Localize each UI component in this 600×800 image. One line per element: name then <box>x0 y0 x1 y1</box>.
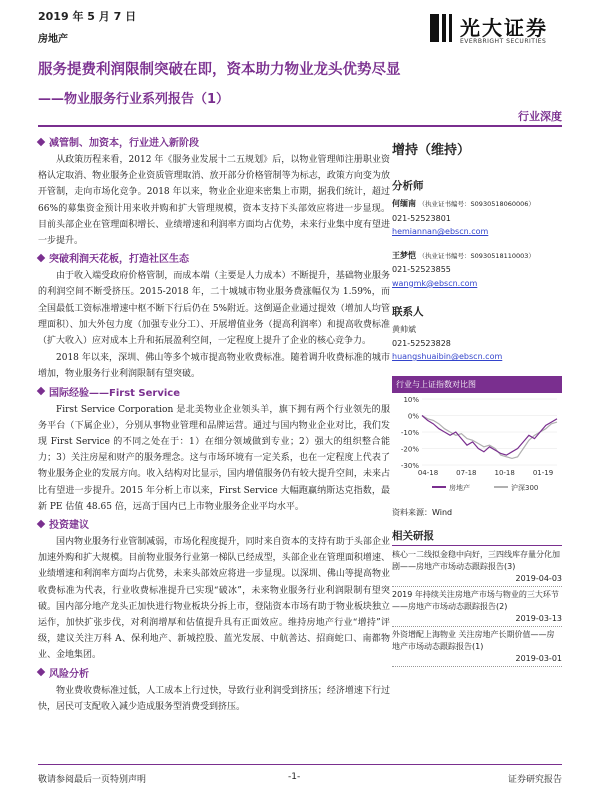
legend-label: 房地产 <box>449 483 470 492</box>
section-heading: 风险分析 <box>38 665 390 680</box>
header-divider <box>38 125 562 127</box>
company-logo <box>428 10 588 50</box>
report-title: 服务提费利润限制突破在即，资本助力物业龙头优势尽显 <box>38 62 401 78</box>
contact-phone: 021-52523828 <box>392 338 451 348</box>
related-date: 2019-03-01 <box>392 653 562 667</box>
section-paragraph: 2018 年以来，深圳、佛山等多个城市提高物业收费标准。随着调升收费标准的城市增加，物业服务行业利润限制有望突破。 <box>38 353 390 380</box>
report-subtitle: ——物业服务行业系列报告（1） <box>38 92 230 107</box>
contact-email-link[interactable]: huangshuaibin@ebscn.com <box>392 352 503 361</box>
contact-card <box>392 323 562 364</box>
diamond-bullet-icon <box>37 668 45 676</box>
chart-container <box>392 376 562 518</box>
related-item[interactable] <box>392 549 562 587</box>
analyst-cert: （执业证书编号：S0930518110003） <box>418 251 535 260</box>
logo-subtext: EVERBRIGHT SECURITIES <box>460 38 547 45</box>
diamond-bullet-icon <box>37 253 45 261</box>
related-title[interactable]: 外资增配上海物业 关注房地产长期价值——房地产市场动态跟踪报告(1) <box>392 629 555 651</box>
related-item[interactable] <box>392 629 562 667</box>
diamond-bullet-icon <box>37 137 45 145</box>
analysts-heading: 分析师 <box>392 180 424 192</box>
section-heading: 国际经验——First Service <box>38 384 390 399</box>
x-tick-label: 07-18 <box>456 468 477 477</box>
diamond-bullet-icon <box>37 387 45 395</box>
legend-label: 沪深300 <box>511 483 539 492</box>
footer-divider <box>38 764 562 765</box>
series-line <box>422 415 557 458</box>
section-heading: 突破利润天花板，打造社区生态 <box>38 250 390 265</box>
related-list <box>392 545 562 667</box>
related-date: 2019-03-13 <box>392 613 562 627</box>
y-tick-label: -30% <box>400 461 419 470</box>
section-heading: 投资建议 <box>38 516 390 531</box>
related-date: 2019-04-03 <box>392 573 562 587</box>
logo-mark-icon <box>428 10 456 46</box>
contact-heading: 联系人 <box>392 306 424 318</box>
y-tick-label: 0% <box>407 412 419 420</box>
analyst-phone: 021-52523855 <box>392 265 451 274</box>
section-paragraph: 国内物业服务行业管制减弱，市场化程度提升，同时来自资本的支持有助于头部企业加速外购和扩大规模。目前物业服务行业第一梯队已经成型，头部企业在管理面积增速、业绩增速和利润率方面均占优势，未来头部效应将进一步显现。以深圳、佛山等提高物业收费标准为代表，行业收费标准提升已实现“破冰”，未来物业服务行业利润限制有望突破。国内部分地产龙头正加快进行物业板块分拆上市，登陆资本市场有助于物业板块独立运作，加快扩张步伐，对利润增厚和估值提升具有正面效应。维持房地产行业“增持”评级，建议关注万科 A、保利地产、新城控股、蓝光发展、中航善达、招商蛇口、南都物业、金地集团。 <box>38 537 390 661</box>
y-tick-label: -10% <box>400 428 419 437</box>
related-item[interactable] <box>392 589 562 627</box>
page-number: -1- <box>288 772 301 782</box>
related-heading: 相关研报 <box>392 529 434 542</box>
logo-text: 光大证券 <box>460 16 548 40</box>
analyst-name: 王梦恺 <box>392 250 416 260</box>
analyst-card <box>392 249 562 291</box>
rating: 增持（维持） <box>392 143 471 158</box>
series-line <box>422 415 557 455</box>
related-title[interactable]: 2019 年持续关注房地产市场与物业的三大环节——房地产市场动态跟踪报告(2) <box>392 589 559 611</box>
report-type-tag: 行业深度 <box>518 110 562 123</box>
analyst-email-link[interactable]: wangmk@ebscn.com <box>392 278 478 288</box>
section-paragraph: 由于收入端受政府价格管制，而成本端（主要是人力成本）不断提升，基础物业服务的利润空间不断受挤压。2015-2018 年，二十城城市物业服务费涨幅仅为 1.59%，而全国最低工资标准增速中枢不断下行后仍在 5%附近。这倒逼企业通过提效（增加人均管理面积）、加大外包力度（加强专业分工）、开展增值业务（提高利润率）和提高收费标准（扩大收入）应对成本上升和拓展盈利空间，一定程度上提升了企业的核心竞争力。 <box>38 271 390 347</box>
analyst-phone: 021-52523801 <box>392 213 451 223</box>
sidebar <box>392 133 562 669</box>
x-tick-label: 04-18 <box>417 468 439 477</box>
analyst-email-link[interactable]: hemiannan@ebscn.com <box>392 227 489 236</box>
industry-vs-index-chart <box>392 393 562 501</box>
related-title[interactable]: 核心一二线拟金稳中向好，三四线库存量分化加剧——房地产市场动态跟踪报告(3) <box>392 549 560 571</box>
section-paragraph: 物业费收费标准过低，人工成本上行过快，导致行业利润受到挤压；经济增速下行过快，居民可支配收入减少造成服务型消费受到挤压。 <box>38 685 390 712</box>
chart-source: 资料来源：Wind <box>392 507 453 517</box>
x-tick-label: 10-18 <box>494 468 515 477</box>
y-tick-label: 10% <box>403 395 419 404</box>
diamond-bullet-icon <box>37 519 45 527</box>
analyst-name: 何缅南 <box>392 199 416 208</box>
report-body <box>38 133 390 716</box>
contact-name: 黄帅斌 <box>392 325 416 334</box>
report-sector: 房地产 <box>38 34 68 45</box>
chart-title: 行业与上证指数对比图 <box>392 376 562 393</box>
footer-disclaimer: 敬请参阅最后一页特别声明 <box>38 775 147 785</box>
x-tick-label: 01-19 <box>532 468 554 477</box>
section-paragraph: 从政策历程来看，2012 年《服务业发展十二五规划》后，以物业管理师注册职业资格认定取消、物业服务企业资质管理取消、放开部分价格管制等为标志，政策方向变为放开管制，走向市场化竞争。2018 年以来，物业企业迎来密集上市期，据我们统计，超过 66%的募集资金预计用来收并购和扩大管理规模，资本支持下头部效应将进一步显现。目前头部企业在管理面积增长、业绩增速和利润率方面均占优势，未来行业集中度有望进一步提升。 <box>38 155 390 247</box>
report-date: 2019 年 5 月 7 日 <box>38 10 137 23</box>
analyst-card <box>392 197 562 239</box>
analyst-cert: （执业证书编号：S0930518060006） <box>418 200 535 208</box>
section-paragraph: First Service Corporation 是北美物业企业领头羊，旗下拥有两个行业领先的服务平台（下属企业），分别从事物业管理和品牌运营。通过与国内物业企业对比，我们发现 First Service 的不同之处在于：1）在细分领域做到专业；2）强大的组织整合能力；3）关注房屋和财产的服务理念。这与市场环境有一定关系，也在一定程度上代表了物业服务企业的发展方向。收入结构对比显示，国内增值服务仍有较大提升空间，未来占比有望进一步提升。2015 年分析上市以来，First Service 大幅跑赢纳斯达克指数，最新 PE 估值 48.65 倍，远高于国内已上市物业服务企业平均水平。 <box>38 404 390 512</box>
footer-brand: 证券研究报告 <box>507 775 562 785</box>
y-tick-label: -20% <box>400 445 419 453</box>
section-heading: 减管制、加资本，行业进入新阶段 <box>38 134 390 149</box>
